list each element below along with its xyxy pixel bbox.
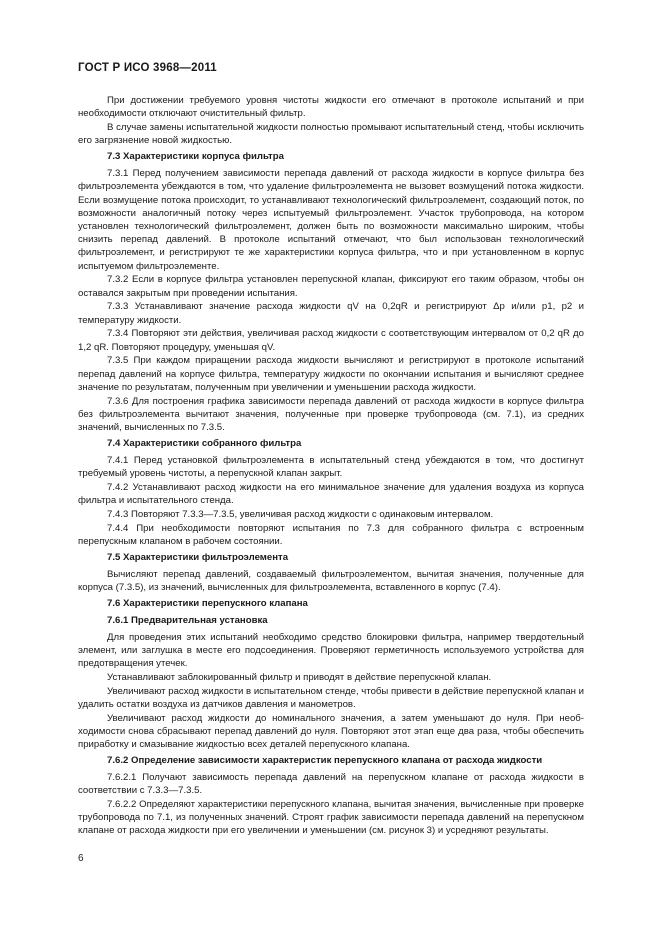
section-heading: 7.6.2 Определение зависимости характеристик перепускного клапана от расхода жидкости xyxy=(107,755,543,767)
paragraph: 7.3.5 При каждом приращении расхода жидкости вычисляют и регистрируют в протоколе испытаний перепад давлений на корпусе фильтра, температуру жидкости по окончании испытания и вычисляют среднее значение по результатам, полученным при увеличении и уменьшении расхода жидкости. xyxy=(78,355,584,393)
section-heading: 7.6 Характеристики перепускного клапана xyxy=(107,598,308,610)
document-body xyxy=(78,94,584,838)
page-number: 6 xyxy=(78,853,84,864)
paragraph: Увеличивают расход жидкости в испытательном стенде, чтобы привести в действие перепускной клапан и удалить остатки воздуха из датчиков давления и манометров. xyxy=(78,685,584,710)
paragraph: 7.3.4 Повторяют эти действия, увеличивая расход жидкости с соответствующим интервалом от 0,2 qR до 1,2 qR. Повторяют процедуру, уменьшая qV. xyxy=(78,328,584,353)
paragraph: При достижении требуемого уровня чистоты жидкости его отмечают в протоколе испытаний и при необходимости отключают очистительный фильтр. xyxy=(78,95,584,120)
paragraph: 7.6.2.2 Определяют характеристики перепускного клапана, вычитая значения, вычисленные при проверке трубопровода по 7.1, из полученных значений. Строят график зависимости перепада давлений на перепускном клапане от расхода жидкости при его увеличении и уменьшении (см. рисунок 3) и усредняют результаты. xyxy=(78,798,584,837)
document-header: ГОСТ Р ИСО 3968—2011 xyxy=(78,62,217,74)
paragraph: Увеличивают расход жидкости до номинального значения, а затем уменьшают до нуля. При необходимости снова сбрасывают перепад давлений до нуля. Повторяют этот этап еще два раза, чтобы обеспечить приработку и смазывание жидкостью всех деталей перепускного клапана. xyxy=(78,712,584,750)
paragraph: 7.4.4 При необходимости повторяют испытания по 7.3 для собранного фильтра с встроенным перепускным клапаном в рабочем состоянии. xyxy=(78,522,584,547)
section-heading: 7.3 Характеристики корпуса фильтра xyxy=(107,151,284,163)
paragraph: 7.3.2 Если в корпусе фильтра установлен перепускной клапан, фиксируют его таким образом, чтобы он оставался закрытым при проведении испытания. xyxy=(78,274,584,299)
paragraph: 7.3.1 Перед получением зависимости перепада давлений от расхода жидкости в корпусе фильтра без фильтроэлемента убеждаются в том, что удаление фильтроэлемента не вызовет возмущений потока жидкости. Если возмущение потока происходит, то устанавливают технологический фильтроэлемент, создающий поток, по возможности аналогичный потоку через испытуемый фильтроэлемент. Участок трубопровода, на котором установлен технологический фильтроэлемент, должен быть по возможности максимально широким, чтобы снизить перепад давлений. В протоколе испытаний отмечают, что был использован технологический фильтроэлемент, и регистрируют те же характеристики корпуса фильтра, что и при установленном в корпус испытуемом фильтроэлементе. xyxy=(78,168,584,272)
paragraph: Для проведения этих испытаний необходимо средство блокировки фильтра, например твердотельный элемент, или заглушка в месте его подсоединения. Проверяют герметичность используемого устройства для предотвращения утечек. xyxy=(78,631,584,669)
paragraph: Вычисляют перепад давлений, создаваемый фильтроэлементом, вычитая значения, полученные для корпуса (7.3.5), из значений, вычисленных для фильтроэлемента, вставленного в корпус (7.4). xyxy=(78,568,584,593)
paragraph: 7.6.2.1 Получают зависимость перепада давлений на перепускном клапане от расхода жидкости в соответствии с 7.3.3—7.3.5. xyxy=(78,771,584,797)
paragraph: 7.3.3 Устанавливают значение расхода жидкости qV на 0,2qR и регистрируют Δp и/или p1, p2 и температуру жидкости. xyxy=(78,301,584,326)
paragraph: 7.4.1 Перед установкой фильтроэлемента в испытательный стенд убеждаются в том, что достигнут требуемый уровень чистоты, а перепускной клапан закрыт. xyxy=(78,454,584,480)
paragraph: Устанавливают заблокированный фильтр и приводят в действие перепускной клапан. xyxy=(107,671,492,683)
paragraph: 7.4.3 Повторяют 7.3.3—7.3.5, увеличивая расход жидкости с одинаковым интервалом. xyxy=(107,508,494,520)
paragraph: 7.3.6 Для построения графика зависимости перепада давлений от расхода жидкости в корпусе фильтра без фильтроэлемента вычитают значения, полученные при проверке трубопровода (см. 7.1), из средних значений, вычисленных по 7.3.5. xyxy=(78,395,584,433)
paragraph: В случае замены испытательной жидкости полностью промывают испытательный стенд, чтобы исключить его загрязнение новой жидкостью. xyxy=(78,122,584,147)
paragraph: 7.4.2 Устанавливают расход жидкости на его минимальное значение для удаления воздуха из корпуса фильтра и испытательного стенда. xyxy=(78,481,584,507)
section-heading: 7.4 Характеристики собранного фильтра xyxy=(107,438,302,450)
section-heading: 7.6.1 Предварительная установка xyxy=(107,614,268,626)
section-heading: 7.5 Характеристики фильтроэлемента xyxy=(107,552,289,564)
